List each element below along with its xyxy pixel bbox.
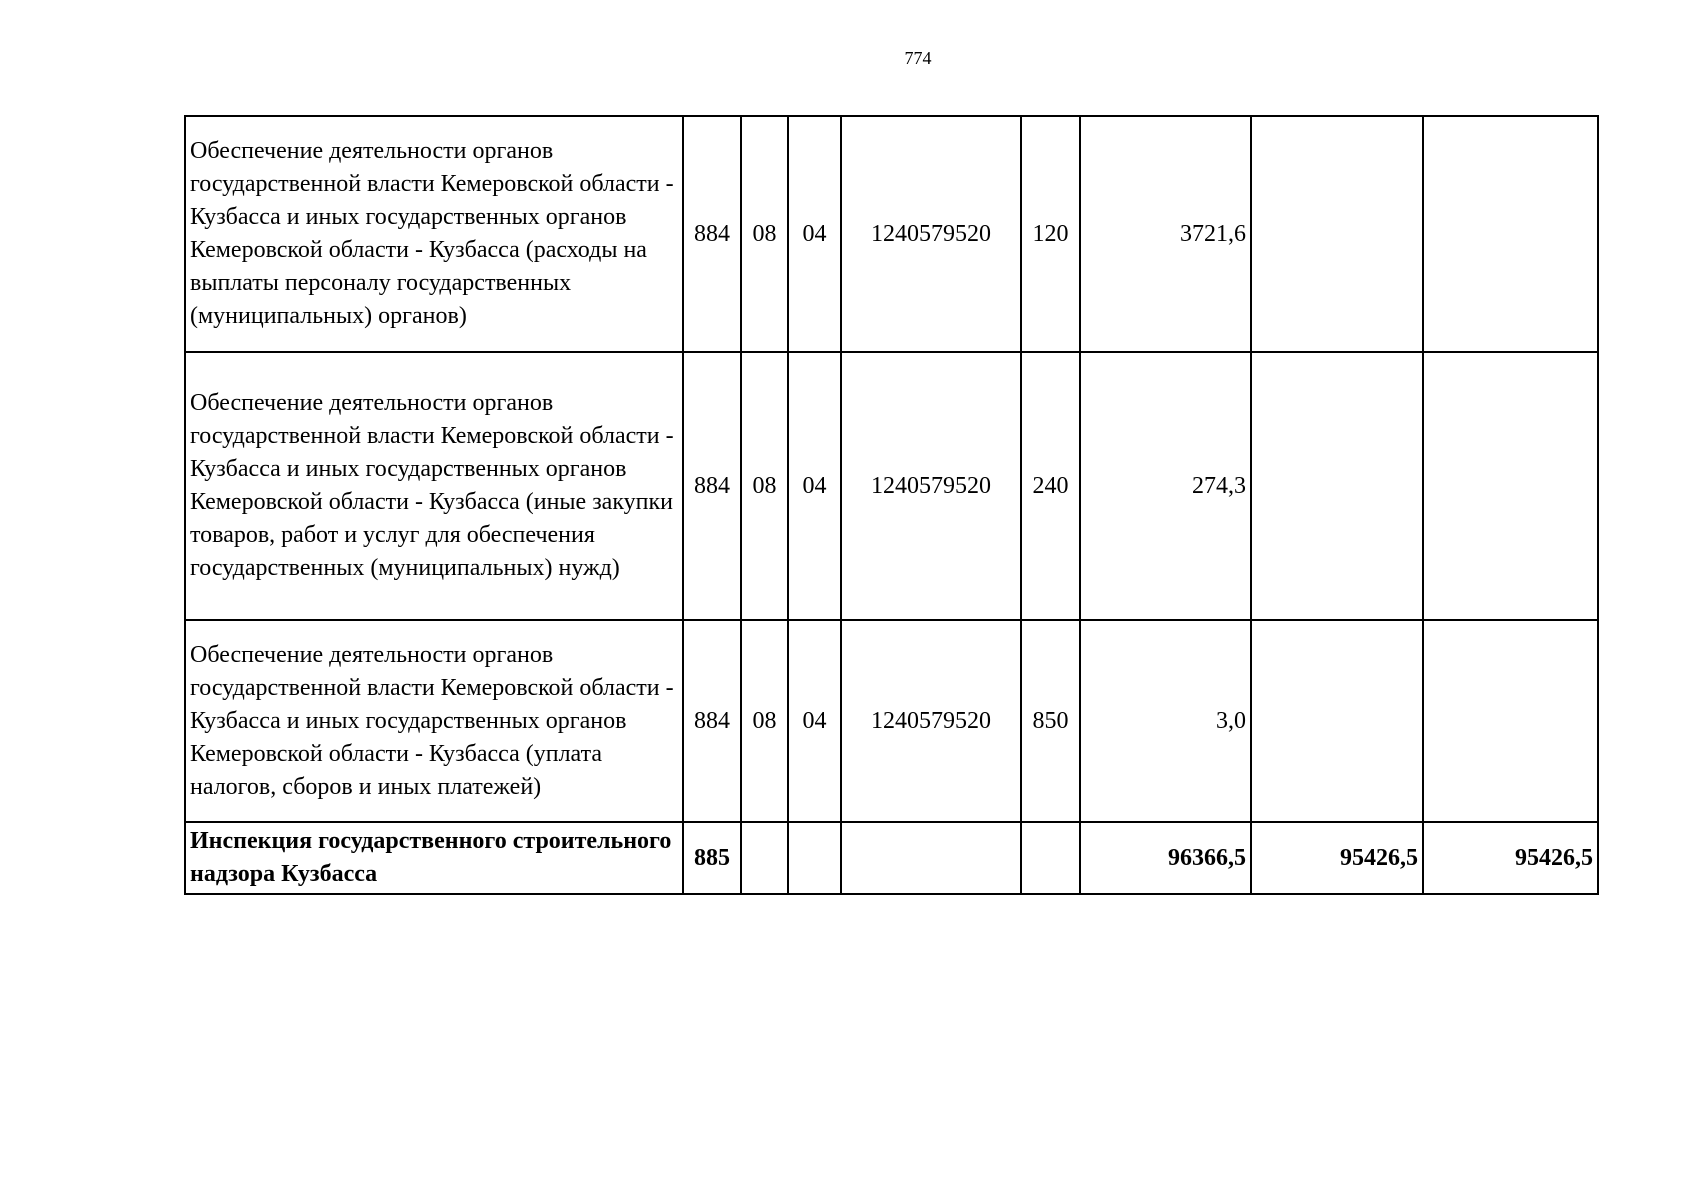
- table-row: [185, 116, 1598, 352]
- ministry-code: 884: [683, 352, 741, 620]
- ministry-code: 885: [683, 822, 741, 894]
- year1-amount: 3721,6: [1080, 116, 1251, 352]
- year3-amount: [1423, 620, 1598, 822]
- subsection-code: 04: [788, 116, 841, 352]
- table-row-total: [185, 822, 1598, 894]
- year3-amount: [1423, 352, 1598, 620]
- ministry-code: 884: [683, 620, 741, 822]
- year1-amount: 3,0: [1080, 620, 1251, 822]
- year3-amount: 95426,5: [1423, 822, 1598, 894]
- subsection-code: 04: [788, 352, 841, 620]
- section-code: 08: [741, 620, 788, 822]
- target-code: 1240579520: [841, 352, 1021, 620]
- year2-amount: 95426,5: [1251, 822, 1423, 894]
- section-code: 08: [741, 352, 788, 620]
- target-code: [841, 822, 1021, 894]
- section-code: [741, 822, 788, 894]
- expense-type-code: 850: [1021, 620, 1080, 822]
- page-number: 774: [904, 48, 932, 68]
- year1-amount: 96366,5: [1080, 822, 1251, 894]
- row-name: Инспекция государственного строительного надзора Кузбасса: [185, 822, 683, 894]
- year2-amount: [1251, 352, 1423, 620]
- target-code: 1240579520: [841, 620, 1021, 822]
- year2-amount: [1251, 620, 1423, 822]
- section-code: 08: [741, 116, 788, 352]
- year2-amount: [1251, 116, 1423, 352]
- target-code: 1240579520: [841, 116, 1021, 352]
- subsection-code: [788, 822, 841, 894]
- row-name: Обеспечение деятельности органов государственной власти Кемеровской области - Кузбасса и иных государственных органов Кемеровской области - Кузбасса (расходы на выплаты персоналу государственных (муниципальных) органов): [185, 116, 683, 352]
- row-name: Обеспечение деятельности органов государственной власти Кемеровской области - Кузбасса и иных государственных органов Кемеровской области - Кузбасса (уплата налогов, сборов и иных платежей): [185, 620, 683, 822]
- budget-table: [184, 115, 1599, 895]
- ministry-code: 884: [683, 116, 741, 352]
- year3-amount: [1423, 116, 1598, 352]
- expense-type-code: 240: [1021, 352, 1080, 620]
- expense-type-code: [1021, 822, 1080, 894]
- expense-type-code: 120: [1021, 116, 1080, 352]
- table-row: [185, 352, 1598, 620]
- subsection-code: 04: [788, 620, 841, 822]
- table-row: [185, 620, 1598, 822]
- year1-amount: 274,3: [1080, 352, 1251, 620]
- row-name: Обеспечение деятельности органов государственной власти Кемеровской области - Кузбасса и иных государственных органов Кемеровской области - Кузбасса (иные закупки товаров, работ и услуг для обеспечения государственных (муниципальных) нужд): [185, 352, 683, 620]
